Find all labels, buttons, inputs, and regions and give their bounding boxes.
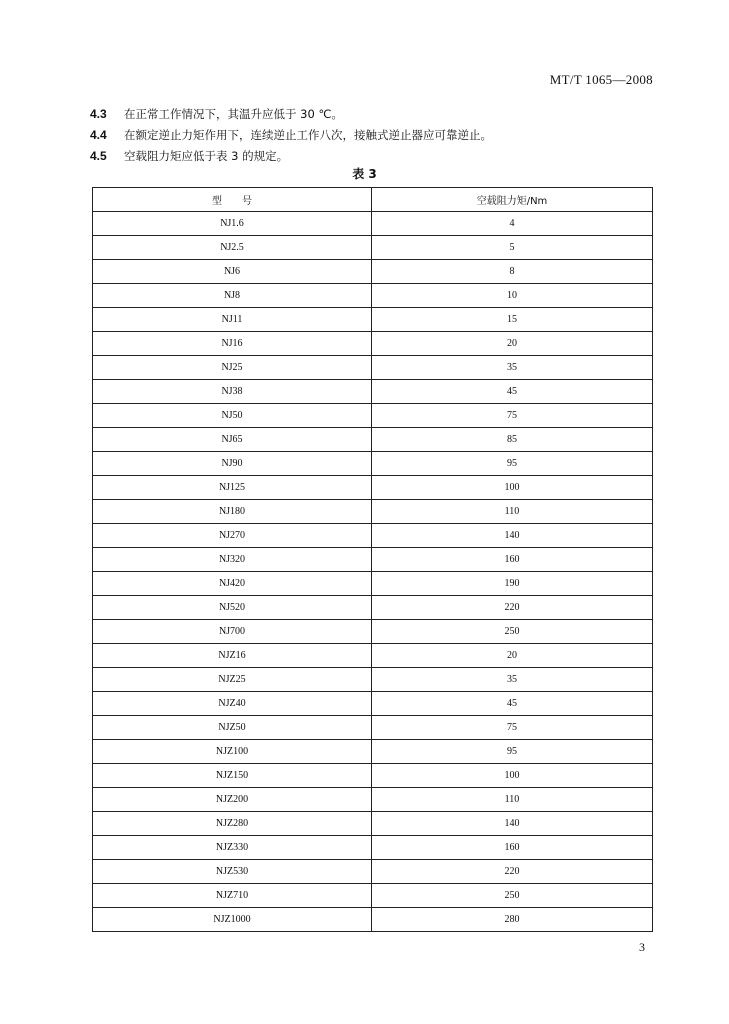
clause-text: 在正常工作情况下，其温升应低于 30 ℃。 bbox=[124, 107, 343, 121]
table-row bbox=[93, 332, 653, 356]
table-row bbox=[93, 380, 653, 404]
table-row bbox=[93, 716, 653, 740]
torque-cell: 160 bbox=[372, 548, 653, 572]
clause-item bbox=[90, 146, 650, 167]
clause-item bbox=[90, 104, 650, 125]
torque-cell: 10 bbox=[372, 284, 653, 308]
standard-code: MT/T 1065—2008 bbox=[549, 72, 653, 87]
table-row bbox=[93, 524, 653, 548]
torque-cell: 140 bbox=[372, 524, 653, 548]
model-cell: NJZ530 bbox=[93, 860, 372, 884]
torque-cell: 110 bbox=[372, 788, 653, 812]
torque-cell: 8 bbox=[372, 260, 653, 284]
table-body bbox=[93, 212, 653, 932]
model-cell: NJ90 bbox=[93, 452, 372, 476]
model-cell: NJ2.5 bbox=[93, 236, 372, 260]
torque-cell: 15 bbox=[372, 308, 653, 332]
torque-cell: 45 bbox=[372, 692, 653, 716]
table-row bbox=[93, 404, 653, 428]
table-row bbox=[93, 812, 653, 836]
model-cell: NJ270 bbox=[93, 524, 372, 548]
column-header-model: 型 号 bbox=[93, 188, 372, 212]
torque-cell: 110 bbox=[372, 500, 653, 524]
model-cell: NJ520 bbox=[93, 596, 372, 620]
table-row bbox=[93, 284, 653, 308]
table-row bbox=[93, 884, 653, 908]
clause-text: 空载阻力矩应低于表 3 的规定。 bbox=[124, 149, 289, 163]
table-header-row bbox=[93, 188, 653, 212]
torque-cell: 250 bbox=[372, 620, 653, 644]
clause-item bbox=[90, 125, 650, 146]
torque-cell: 250 bbox=[372, 884, 653, 908]
model-cell: NJZ16 bbox=[93, 644, 372, 668]
table-row bbox=[93, 596, 653, 620]
table-row bbox=[93, 212, 653, 236]
torque-cell: 4 bbox=[372, 212, 653, 236]
model-cell: NJZ150 bbox=[93, 764, 372, 788]
model-cell: NJ11 bbox=[93, 308, 372, 332]
model-cell: NJZ25 bbox=[93, 668, 372, 692]
model-cell: NJZ100 bbox=[93, 740, 372, 764]
model-cell: NJ65 bbox=[93, 428, 372, 452]
table-row bbox=[93, 548, 653, 572]
torque-cell: 160 bbox=[372, 836, 653, 860]
torque-cell: 75 bbox=[372, 716, 653, 740]
model-cell: NJ420 bbox=[93, 572, 372, 596]
torque-cell: 35 bbox=[372, 356, 653, 380]
torque-cell: 100 bbox=[372, 476, 653, 500]
torque-cell: 220 bbox=[372, 596, 653, 620]
torque-cell: 100 bbox=[372, 764, 653, 788]
torque-cell: 35 bbox=[372, 668, 653, 692]
clause-number: 4.3 bbox=[90, 107, 107, 121]
page-number: 3 bbox=[639, 940, 645, 954]
model-cell: NJ125 bbox=[93, 476, 372, 500]
torque-cell: 190 bbox=[372, 572, 653, 596]
model-cell: NJ50 bbox=[93, 404, 372, 428]
model-cell: NJZ1000 bbox=[93, 908, 372, 932]
clause-list bbox=[90, 104, 650, 167]
column-header-torque: 空载阻力矩/Nm bbox=[372, 188, 653, 212]
table-title: 表 3 bbox=[352, 167, 377, 181]
table-row bbox=[93, 476, 653, 500]
table-row bbox=[93, 572, 653, 596]
torque-cell: 20 bbox=[372, 644, 653, 668]
model-cell: NJZ40 bbox=[93, 692, 372, 716]
model-cell: NJ38 bbox=[93, 380, 372, 404]
resistance-torque-table bbox=[92, 187, 653, 932]
table-row bbox=[93, 236, 653, 260]
table-row bbox=[93, 740, 653, 764]
model-cell: NJ16 bbox=[93, 332, 372, 356]
table-row bbox=[93, 620, 653, 644]
table-row bbox=[93, 260, 653, 284]
table-row bbox=[93, 452, 653, 476]
table-row bbox=[93, 788, 653, 812]
torque-cell: 95 bbox=[372, 452, 653, 476]
table-row bbox=[93, 356, 653, 380]
model-cell: NJ320 bbox=[93, 548, 372, 572]
model-cell: NJZ330 bbox=[93, 836, 372, 860]
table-row bbox=[93, 644, 653, 668]
model-cell: NJ1.6 bbox=[93, 212, 372, 236]
model-cell: NJZ200 bbox=[93, 788, 372, 812]
torque-cell: 75 bbox=[372, 404, 653, 428]
model-cell: NJZ280 bbox=[93, 812, 372, 836]
model-cell: NJ6 bbox=[93, 260, 372, 284]
model-cell: NJ700 bbox=[93, 620, 372, 644]
clause-text: 在额定逆止力矩作用下，连续逆止工作八次，接触式逆止器应可靠逆止。 bbox=[124, 128, 492, 142]
torque-cell: 140 bbox=[372, 812, 653, 836]
torque-cell: 280 bbox=[372, 908, 653, 932]
torque-cell: 5 bbox=[372, 236, 653, 260]
torque-cell: 220 bbox=[372, 860, 653, 884]
table-row bbox=[93, 860, 653, 884]
table-row bbox=[93, 692, 653, 716]
model-cell: NJZ710 bbox=[93, 884, 372, 908]
table-row bbox=[93, 428, 653, 452]
table-row bbox=[93, 908, 653, 932]
clause-number: 4.4 bbox=[90, 128, 107, 142]
model-cell: NJZ50 bbox=[93, 716, 372, 740]
model-cell: NJ25 bbox=[93, 356, 372, 380]
table-row bbox=[93, 500, 653, 524]
table-row bbox=[93, 668, 653, 692]
model-cell: NJ180 bbox=[93, 500, 372, 524]
table-row bbox=[93, 308, 653, 332]
torque-cell: 85 bbox=[372, 428, 653, 452]
model-cell: NJ8 bbox=[93, 284, 372, 308]
clause-number: 4.5 bbox=[90, 149, 107, 163]
torque-cell: 20 bbox=[372, 332, 653, 356]
torque-cell: 95 bbox=[372, 740, 653, 764]
table-row bbox=[93, 836, 653, 860]
table-row bbox=[93, 764, 653, 788]
torque-cell: 45 bbox=[372, 380, 653, 404]
